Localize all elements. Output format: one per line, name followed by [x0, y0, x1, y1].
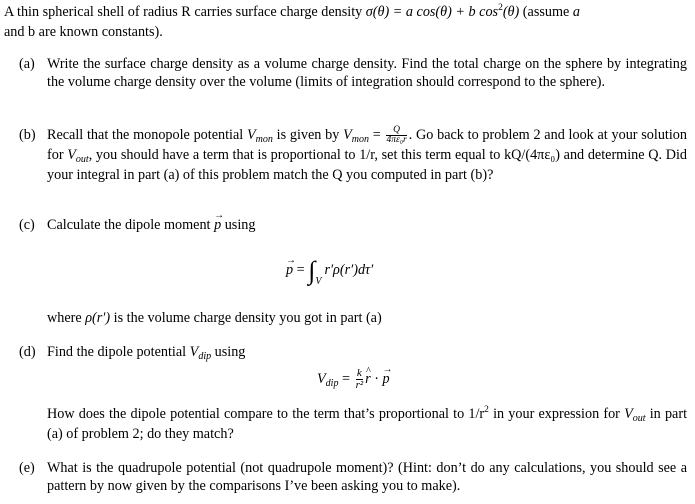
vmon-eq-sub: mon — [351, 134, 369, 145]
dipole-numerator: k — [356, 367, 362, 379]
question-text-1: How does the dipole potential compare to the term that’s proportional to 1/r — [47, 406, 485, 422]
vdip-symbol: V — [189, 344, 199, 360]
part-d-text-2: using — [211, 344, 246, 360]
part-c — [19, 216, 687, 234]
part-a — [19, 55, 687, 91]
monopole-denominator: 4πε₀r — [386, 135, 407, 146]
dipole-fraction — [356, 368, 364, 391]
eq-dot: · — [370, 370, 383, 387]
part-d — [19, 343, 687, 363]
vmon-sub: mon — [255, 134, 273, 145]
where-text-1: where — [47, 310, 86, 326]
part-d-question-body — [47, 405, 687, 443]
part-b-text-1: Recall that the monopole potential — [47, 127, 247, 143]
question-text-2: in your expression for — [488, 406, 625, 422]
vmon-eq-symbol: V — [343, 127, 352, 143]
integrand: r′ρ(r′)dτ′ — [324, 262, 374, 278]
part-c-where — [19, 309, 687, 327]
vmon-eq-sign: = — [368, 127, 385, 143]
dipole-denominator: r² — [355, 379, 364, 391]
eq-r-hat: ^ r — [365, 370, 371, 388]
part-c-body — [47, 216, 687, 234]
eq-equals: = — [293, 262, 309, 278]
eq-p-vector: → p — [383, 370, 390, 388]
part-b-body — [47, 126, 687, 184]
part-d-text-1: Find the dipole potential — [47, 344, 190, 360]
part-c-where-body — [47, 309, 687, 327]
vmon-symbol: V — [246, 127, 256, 143]
question-text-3: in part (a) of problem 2; do they match? — [47, 406, 688, 442]
question-vout-sub: out — [632, 413, 646, 424]
where-text-2: is the volume charge density you got in part (a) — [110, 310, 382, 326]
question-vout: V — [624, 406, 633, 422]
vout-sub: out — [75, 154, 89, 165]
part-a-label: (a) — [19, 56, 35, 72]
intro-text-1: A thin spherical shell of radius R carries surface charge density — [4, 4, 366, 20]
part-b-text-2: is given by — [272, 127, 344, 143]
eq-p-symbol: → p — [286, 261, 293, 279]
part-e-label: (e) — [19, 460, 35, 476]
part-d-body — [47, 343, 687, 363]
vout-symbol: V — [67, 147, 76, 163]
eq-vdip: V — [317, 370, 326, 387]
part-d-question — [19, 405, 687, 443]
part-b-text-3: . Go back to problem 2 and look at your solution for — [47, 127, 687, 163]
intro-text-3: and b are known constants). — [4, 24, 163, 40]
dipole-moment-equation — [286, 256, 374, 287]
dipole-potential-equation — [317, 368, 390, 391]
sigma-expression-end: (θ) — [502, 4, 520, 20]
eq-vdip-equals: = — [338, 370, 354, 387]
part-d-label: (d) — [19, 344, 36, 360]
question-exponent: 2 — [484, 405, 489, 415]
part-e — [19, 459, 687, 495]
vdip-sub: dip — [198, 351, 212, 362]
intro-text-2: (assume — [519, 4, 573, 20]
where-rho: ρ(r′) — [85, 310, 111, 326]
part-b-text-4: , you should have a term that is proportional to 1/r, set this term equal to kQ/(4πε₀) and determine Q. Did your integral in part (a) of this problem match the Q you computed in part (b)? — [47, 147, 687, 183]
part-c-label: (c) — [19, 217, 35, 233]
dipole-moment-symbol: → p — [214, 216, 221, 234]
integral-domain: V — [315, 276, 322, 287]
part-e-text: What is the quadrupole potential (not quadrupole moment)? (Hint: don’t do any calculations, you should see a pattern by now given by the comparisons I’ve been asking you to make). — [47, 460, 687, 494]
part-c-text-2: using — [221, 217, 256, 233]
sigma-expression: σ(θ) = a cos(θ) + b cos — [365, 4, 499, 20]
part-b — [19, 126, 687, 184]
problem-intro — [4, 3, 690, 41]
monopole-numerator: Q — [386, 126, 406, 136]
part-b-label: (b) — [19, 127, 36, 143]
integral-sign: ∫ — [308, 256, 316, 285]
sigma-exponent: 2 — [498, 3, 503, 13]
intro-a: a — [572, 4, 580, 20]
part-c-text-1: Calculate the dipole moment — [47, 217, 215, 233]
eq-vdip-sub: dip — [325, 377, 339, 389]
part-a-text: Write the surface charge density as a volume charge density. Find the total charge on the sphere by integrating the volume charge density over the volume (limits of integration should correspond to the sphere). — [47, 56, 687, 90]
monopole-fraction — [386, 126, 406, 145]
